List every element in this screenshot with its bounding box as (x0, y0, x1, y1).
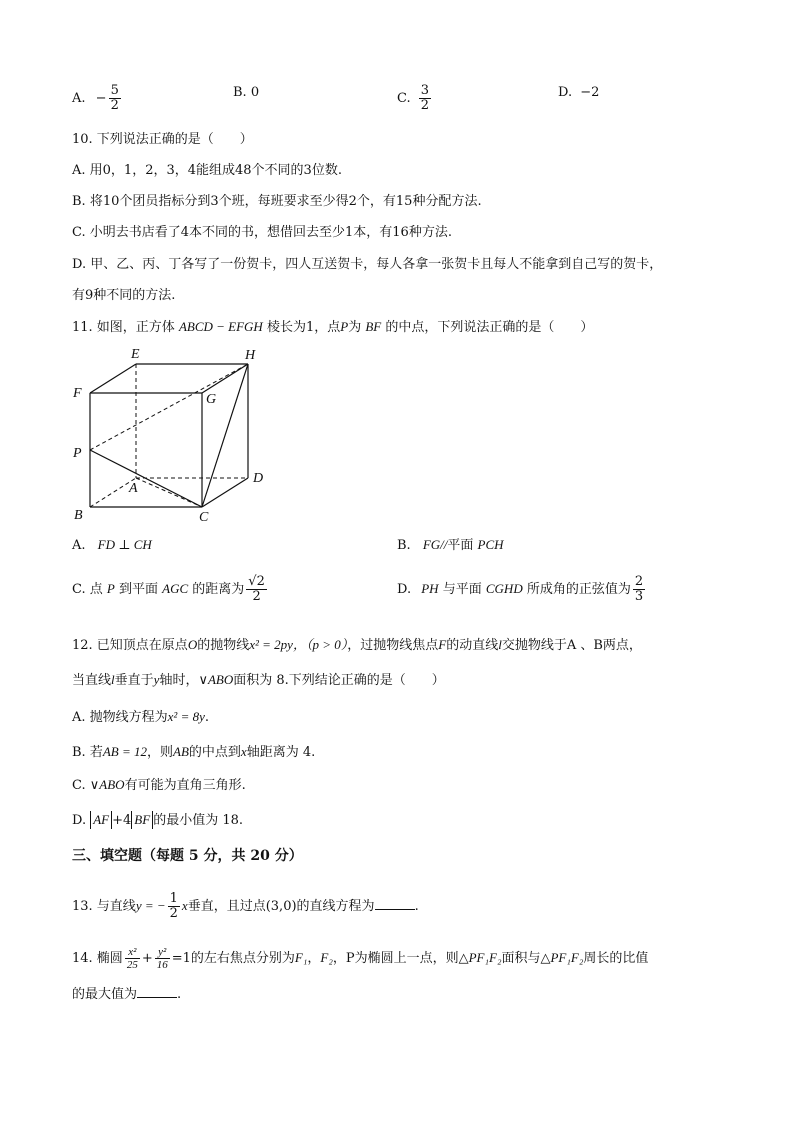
text: . (204, 710, 210, 725)
text: + (141, 951, 153, 966)
label-h: H (245, 348, 256, 363)
denominator: 2 (420, 98, 430, 113)
text: 的中点到 (188, 745, 241, 760)
plane-name: AGC (162, 581, 189, 596)
text: C. 点 (72, 582, 103, 597)
option-label: B. (233, 85, 247, 100)
text: B. 若 (72, 745, 103, 760)
text: 轴时， (159, 673, 199, 688)
cube-name: ABCD − EFGH (178, 319, 263, 334)
text: 12. 已知顶点在原点 (72, 638, 188, 653)
text: A. 抛物线方程为 (72, 710, 168, 725)
equation: AB = 12 (102, 744, 147, 759)
triangle: △PF₁F₂ (540, 950, 584, 965)
q11-option-a (72, 536, 152, 555)
fraction (419, 84, 431, 113)
text: 当直线 (72, 673, 112, 688)
text: . (177, 987, 182, 1002)
option-label: B. (397, 538, 411, 553)
denominator: 2 (110, 98, 119, 113)
variable-x: x (181, 898, 188, 913)
text: 交抛物线于A 、B两点， (501, 638, 642, 653)
text: 面积为 8.下列结论正确的是（ ） (233, 673, 445, 688)
text: 垂直，且过点 (187, 899, 266, 914)
text: 11. 如图，正方体 (72, 320, 175, 335)
label-g: G (206, 392, 217, 407)
triangle-abo: ∨ABO (89, 777, 125, 792)
text: ，P为椭圆上一点，则 (332, 951, 459, 966)
text: 平面 (447, 538, 474, 553)
denominator: 16 (156, 959, 168, 971)
q13 (72, 892, 419, 921)
numerator: 2 (634, 574, 644, 589)
text: 13. 与直线 (72, 899, 136, 914)
q12-stem-line2 (72, 671, 445, 690)
q12-option-d (72, 811, 243, 830)
text: 的动直线 (446, 638, 499, 653)
q9-option-d (558, 84, 599, 102)
text: 棱长为1，点 (266, 320, 341, 335)
answer-blank (375, 897, 415, 910)
segment-bf: BF (365, 319, 382, 334)
q9-option-b (233, 84, 259, 102)
answer-blank (137, 985, 177, 998)
edge-fe (90, 364, 136, 393)
denominator: 25 (126, 959, 138, 971)
q9-option-c (397, 84, 433, 113)
q11-stem (72, 318, 593, 337)
point-p: P (106, 581, 115, 596)
line-l: l (498, 637, 502, 652)
numerator: x² (125, 946, 140, 959)
text: D. (72, 813, 87, 828)
text: 到平面 (118, 582, 158, 597)
text: 的最小值为 18. (153, 813, 243, 828)
text: 的抛物线 (197, 638, 250, 653)
q9-option-a (72, 84, 123, 113)
option-label: A. (72, 91, 86, 106)
fraction (109, 84, 121, 113)
fraction (246, 575, 267, 604)
denominator: 3 (634, 589, 644, 604)
option-label: D. (558, 85, 573, 100)
text: 有可能为直角三角形. (124, 778, 246, 793)
label-c: C (199, 510, 209, 525)
label-a: A (129, 481, 138, 496)
point: (3,0) (265, 899, 297, 914)
fraction (125, 946, 140, 971)
line-equation: y = − (135, 898, 166, 913)
q12-option-b (72, 743, 315, 762)
text: 的直线方程为 (296, 899, 375, 914)
segment-ph: PH (421, 581, 439, 596)
text: 面积与 (501, 951, 541, 966)
text: C. (72, 778, 86, 793)
fraction (168, 892, 180, 921)
abs-bf: BF (131, 811, 153, 829)
expression: FD ⊥ CH (97, 537, 152, 552)
text: ，则 (146, 745, 173, 760)
label-f: F (73, 386, 82, 401)
q12-stem-line1 (72, 636, 642, 655)
text: 的中点，下列说法正确的是（ ） (385, 320, 594, 335)
text: +4 (112, 813, 132, 828)
edge-cd (202, 478, 248, 507)
q11-option-d (397, 575, 647, 604)
cube-figure (65, 340, 275, 530)
option-text: 0 (250, 85, 260, 100)
plane-name: CGHD (485, 581, 523, 596)
focus-f2: F₂ (320, 950, 333, 965)
text: 轴距离为 4. (246, 745, 316, 760)
text: =1 (171, 951, 191, 966)
label-b: B (74, 508, 83, 523)
edge-gh (202, 364, 248, 393)
axis-x: x (240, 744, 247, 759)
q11-option-c (72, 575, 269, 604)
q10-option-c: C. 小明去书店看了4本不同的书，想借回去至少1本，有16种方法. (72, 225, 452, 240)
focus-f: F (438, 637, 447, 652)
q10-stem: 10. 下列说法正确的是（ ） (72, 132, 253, 147)
option-label: C. (397, 91, 411, 106)
text: . (414, 899, 419, 914)
text: 的距离为 (192, 582, 245, 597)
fraction (633, 575, 645, 604)
plane-name: PCH (477, 537, 504, 552)
text: 的左右焦点分别为 (190, 951, 295, 966)
parabola-equation: x² = 2py (249, 637, 293, 652)
point-p: P (340, 319, 349, 334)
axis-y: y (153, 672, 160, 687)
q12-option-a (72, 708, 209, 727)
segment-ac-hidden (136, 478, 202, 507)
text: 与平面 (442, 582, 482, 597)
numerator: 5 (110, 83, 119, 98)
expression: FG// (422, 537, 448, 552)
section-title: 三、填空题（每题 5 分，共 20 分） (72, 848, 303, 864)
minus-sign: − (95, 91, 107, 106)
numerator: y² (155, 946, 170, 959)
q14-line1 (72, 946, 648, 971)
point-o: O (187, 637, 198, 652)
segment-ab: AB (173, 744, 189, 759)
numerator: √2 (248, 574, 265, 589)
q12-option-c (72, 776, 246, 795)
denominator: 2 (169, 906, 178, 921)
text: 所成角的正弦值为 (526, 582, 631, 597)
label-d: D (253, 471, 264, 486)
option-label: D. (397, 582, 412, 597)
option-label: A. (72, 538, 86, 553)
q11-option-b (397, 536, 504, 555)
abs-af: AF (90, 811, 112, 829)
text: 周长的比值 (583, 951, 649, 966)
text: 的最大值为 (72, 987, 138, 1002)
triangle: △PF₁F₂ (458, 950, 502, 965)
numerator: 1 (169, 891, 178, 906)
q10-option-b: B. 将10个团员指标分到3个班，每班要求至少得2个，有15种分配方法. (72, 194, 482, 209)
line-l: l (111, 672, 115, 687)
label-p: P (73, 446, 82, 461)
text: ，过抛物线焦点 (347, 638, 439, 653)
q10-option-a: A. 用0，1，2，3，4能组成48个不同的3位数. (72, 163, 342, 178)
q10-option-d-line2: 有9种不同的方法. (72, 288, 176, 303)
condition: ，（p > 0） (292, 637, 348, 652)
text: ， (307, 951, 321, 966)
triangle-abo: ∨ABO (198, 672, 234, 687)
text: 为 (348, 320, 362, 335)
option-text: −2 (580, 85, 600, 100)
q14-line2 (72, 985, 181, 1004)
equation: x² = 8y (167, 709, 205, 724)
numerator: 3 (420, 83, 430, 98)
denominator: 2 (252, 589, 261, 604)
fraction (155, 946, 170, 971)
text: 垂直于 (114, 673, 154, 688)
q10-option-d-line1: D. 甲、乙、丙、丁各写了一份贺卡，四人互送贺卡，每人各拿一张贺卡且每人不能拿到自己写的贺卡， (72, 257, 663, 272)
text: 14. 椭圆 (72, 951, 123, 966)
label-e: E (131, 347, 140, 362)
focus-f1: F₁ (294, 950, 308, 965)
